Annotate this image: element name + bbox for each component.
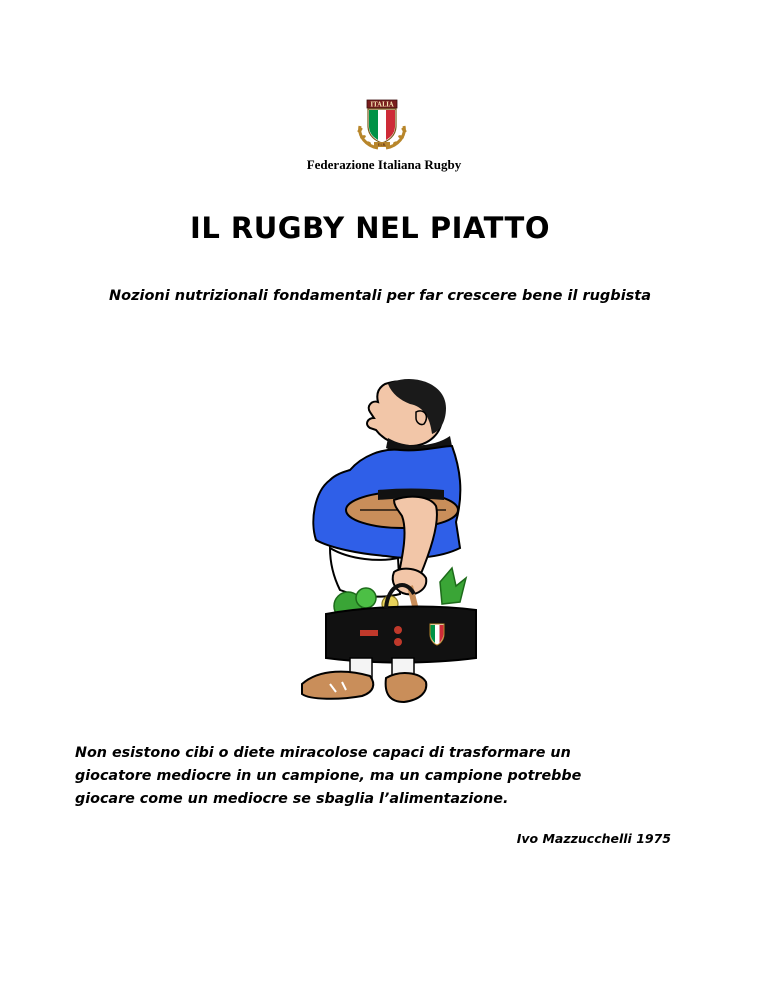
fir-shield-logo (354, 96, 410, 152)
federation-name: Federazione Italiana Rugby (306, 157, 462, 172)
quote-line: Non esistono cibi o diete miracolose capaci di trasformare un (75, 745, 571, 761)
logo-ribbon-text: F.I.R. (377, 143, 387, 148)
document-subtitle: Nozioni nutrizionali fondamentali per far crescere bene il rugbista (108, 288, 652, 304)
quote-block (75, 742, 695, 811)
quote-line: giocare come un mediocre se sbaglia l’alimentazione. (75, 791, 509, 807)
document-title: IL RUGBY NEL PIATTO (190, 211, 550, 245)
logo-banner-text: ITALIA (370, 101, 394, 109)
rugby-player-cartoon (290, 372, 480, 712)
quote-author: Ivo Mazzucchelli 1975 (516, 831, 671, 846)
quote-line: giocatore mediocre in un campione, ma un campione potrebbe (75, 768, 582, 784)
